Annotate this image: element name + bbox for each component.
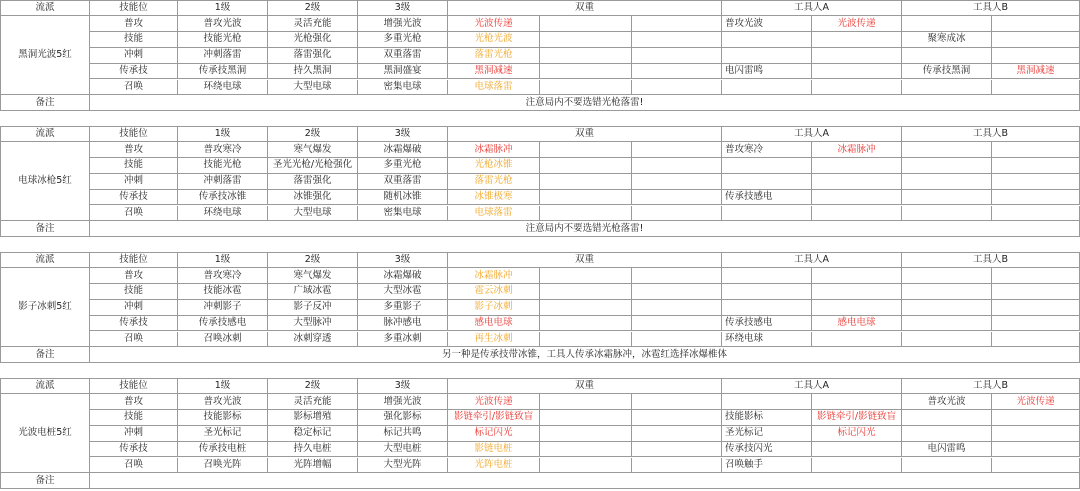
helper-b-dual[interactable] <box>992 142 1080 158</box>
header-level-1[interactable]: 1级 <box>178 126 268 142</box>
level-3-skill[interactable]: 大型冰雹 <box>358 284 448 300</box>
level-2-skill[interactable]: 寒气爆发 <box>268 268 358 284</box>
skill-slot[interactable]: 召唤 <box>90 458 178 474</box>
header-dual[interactable]: 双重 <box>448 252 722 268</box>
header-school[interactable]: 流派 <box>0 0 90 16</box>
helper-a-dual[interactable] <box>812 174 902 190</box>
level-3-skill[interactable]: 大型电桩 <box>358 442 448 458</box>
dual-skill[interactable]: 雹云冰刺 <box>448 284 540 300</box>
helper-a-skill[interactable]: 技能影标 <box>722 410 812 426</box>
skill-slot[interactable]: 冲刺 <box>90 300 178 316</box>
level-1-skill[interactable]: 传承技黑洞 <box>178 64 268 80</box>
level-2-skill[interactable]: 稳定标记 <box>268 426 358 442</box>
level-2-skill[interactable]: 大型电球 <box>268 206 358 222</box>
helper-a-skill[interactable] <box>722 268 812 284</box>
helper-a-skill[interactable]: 传承技感电 <box>722 190 812 206</box>
helper-b-skill[interactable] <box>902 300 992 316</box>
skill-slot[interactable]: 召唤 <box>90 80 178 96</box>
header-skill-slot[interactable]: 技能位 <box>90 252 178 268</box>
header-school[interactable]: 流派 <box>0 378 90 394</box>
helper-b-skill[interactable]: 普攻光波 <box>902 394 992 410</box>
level-2-skill[interactable]: 持久黑洞 <box>268 64 358 80</box>
school-name[interactable]: 黑洞光波5红 <box>0 16 90 96</box>
helper-a-skill[interactable] <box>722 158 812 174</box>
dual-empty[interactable] <box>540 316 632 332</box>
helper-a-skill[interactable]: 召唤触手 <box>722 458 812 474</box>
helper-b-dual[interactable] <box>992 268 1080 284</box>
school-name[interactable]: 电球冰枪5红 <box>0 142 90 222</box>
helper-b-skill[interactable] <box>902 316 992 332</box>
helper-b-dual[interactable] <box>992 410 1080 426</box>
level-1-skill[interactable]: 环绕电球 <box>178 80 268 96</box>
helper-a-skill[interactable]: 普攻光波 <box>722 16 812 32</box>
level-1-skill[interactable]: 召唤冰刺 <box>178 332 268 348</box>
level-3-skill[interactable]: 强化影标 <box>358 410 448 426</box>
helper-a-dual[interactable] <box>812 190 902 206</box>
helper-b-skill[interactable] <box>902 426 992 442</box>
level-2-skill[interactable]: 影标增殖 <box>268 410 358 426</box>
header-level-2[interactable]: 2级 <box>268 252 358 268</box>
header-level-3[interactable]: 3级 <box>358 378 448 394</box>
helper-a-dual[interactable] <box>812 332 902 348</box>
helper-b-skill[interactable] <box>902 80 992 96</box>
level-2-skill[interactable]: 冰刺穿透 <box>268 332 358 348</box>
helper-b-dual[interactable] <box>992 48 1080 64</box>
level-3-skill[interactable]: 双重落雷 <box>358 48 448 64</box>
dual-empty[interactable] <box>540 394 632 410</box>
dual-empty[interactable] <box>632 142 722 158</box>
header-helper-a[interactable]: 工具人A <box>722 378 902 394</box>
level-2-skill[interactable]: 持久电桩 <box>268 442 358 458</box>
helper-a-skill[interactable]: 环绕电球 <box>722 332 812 348</box>
note-label[interactable]: 备注 <box>0 95 90 111</box>
helper-a-dual[interactable] <box>812 48 902 64</box>
dual-empty[interactable] <box>632 300 722 316</box>
note-text[interactable]: 另一种是传承技带冰锥，工具人传承冰霜脉冲，冰雹红选择冰爆椎体 <box>90 347 1080 363</box>
dual-empty[interactable] <box>540 458 632 474</box>
level-2-skill[interactable]: 大型脉冲 <box>268 316 358 332</box>
level-1-skill[interactable]: 冲刺落雷 <box>178 48 268 64</box>
dual-skill[interactable]: 光枪冰锥 <box>448 158 540 174</box>
header-skill-slot[interactable]: 技能位 <box>90 378 178 394</box>
dual-skill[interactable]: 电球落雷 <box>448 80 540 96</box>
dual-skill[interactable]: 光波传递 <box>448 394 540 410</box>
level-1-skill[interactable]: 技能冰雹 <box>178 284 268 300</box>
level-2-skill[interactable]: 圣光光枪/光枪强化 <box>268 158 358 174</box>
header-helper-a[interactable]: 工具人A <box>722 252 902 268</box>
dual-skill[interactable]: 黑洞减速 <box>448 64 540 80</box>
level-3-skill[interactable]: 黑洞盛宴 <box>358 64 448 80</box>
level-2-skill[interactable]: 落雷强化 <box>268 174 358 190</box>
dual-empty[interactable] <box>632 64 722 80</box>
helper-a-skill[interactable]: 传承技闪光 <box>722 442 812 458</box>
skill-slot[interactable]: 技能 <box>90 158 178 174</box>
helper-a-dual[interactable] <box>812 64 902 80</box>
level-2-skill[interactable]: 寒气爆发 <box>268 142 358 158</box>
dual-empty[interactable] <box>632 442 722 458</box>
level-1-skill[interactable]: 传承技感电 <box>178 316 268 332</box>
helper-a-dual[interactable] <box>812 158 902 174</box>
header-helper-b[interactable]: 工具人B <box>902 378 1080 394</box>
level-2-skill[interactable]: 冰锥强化 <box>268 190 358 206</box>
header-level-2[interactable]: 2级 <box>268 0 358 16</box>
skill-slot[interactable]: 召唤 <box>90 206 178 222</box>
helper-a-skill[interactable]: 圣光标记 <box>722 426 812 442</box>
helper-a-dual[interactable]: 冰霜脉冲 <box>812 142 902 158</box>
header-helper-a[interactable]: 工具人A <box>722 0 902 16</box>
skill-slot[interactable]: 冲刺 <box>90 174 178 190</box>
helper-a-skill[interactable] <box>722 206 812 222</box>
helper-b-skill[interactable]: 传承技黑洞 <box>902 64 992 80</box>
helper-a-skill[interactable] <box>722 394 812 410</box>
helper-a-dual[interactable] <box>812 268 902 284</box>
dual-skill[interactable]: 标记闪光 <box>448 426 540 442</box>
header-level-1[interactable]: 1级 <box>178 0 268 16</box>
helper-b-skill[interactable] <box>902 410 992 426</box>
header-level-2[interactable]: 2级 <box>268 126 358 142</box>
dual-empty[interactable] <box>540 300 632 316</box>
level-3-skill[interactable]: 增强光波 <box>358 16 448 32</box>
helper-b-skill[interactable]: 电闪雷鸣 <box>902 442 992 458</box>
dual-empty[interactable] <box>632 458 722 474</box>
helper-b-dual[interactable] <box>992 16 1080 32</box>
dual-empty[interactable] <box>632 268 722 284</box>
level-1-skill[interactable]: 普攻光波 <box>178 16 268 32</box>
header-level-1[interactable]: 1级 <box>178 378 268 394</box>
dual-empty[interactable] <box>632 16 722 32</box>
skill-slot[interactable]: 冲刺 <box>90 426 178 442</box>
dual-empty[interactable] <box>632 48 722 64</box>
skill-slot[interactable]: 普攻 <box>90 142 178 158</box>
dual-empty[interactable] <box>540 174 632 190</box>
header-level-3[interactable]: 3级 <box>358 0 448 16</box>
dual-empty[interactable] <box>632 174 722 190</box>
level-1-skill[interactable]: 环绕电球 <box>178 206 268 222</box>
skill-slot[interactable]: 普攻 <box>90 16 178 32</box>
helper-b-skill[interactable] <box>902 174 992 190</box>
level-1-skill[interactable]: 普攻光波 <box>178 394 268 410</box>
header-skill-slot[interactable]: 技能位 <box>90 0 178 16</box>
header-skill-slot[interactable]: 技能位 <box>90 126 178 142</box>
level-2-skill[interactable]: 光枪强化 <box>268 32 358 48</box>
dual-skill[interactable]: 冰霜脉冲 <box>448 268 540 284</box>
level-3-skill[interactable]: 密集电球 <box>358 80 448 96</box>
helper-a-skill[interactable] <box>722 284 812 300</box>
helper-a-dual[interactable] <box>812 458 902 474</box>
helper-a-skill[interactable] <box>722 48 812 64</box>
helper-a-skill[interactable]: 电闪雷鸣 <box>722 64 812 80</box>
level-3-skill[interactable]: 增强光波 <box>358 394 448 410</box>
header-dual[interactable]: 双重 <box>448 378 722 394</box>
note-label[interactable]: 备注 <box>0 221 90 237</box>
helper-a-skill[interactable]: 普攻寒冷 <box>722 142 812 158</box>
dual-empty[interactable] <box>540 284 632 300</box>
level-2-skill[interactable]: 灵活充能 <box>268 394 358 410</box>
helper-b-skill[interactable] <box>902 48 992 64</box>
skill-slot[interactable]: 传承技 <box>90 316 178 332</box>
helper-b-skill[interactable] <box>902 142 992 158</box>
helper-a-dual[interactable]: 影链牵引/影链致盲 <box>812 410 902 426</box>
dual-empty[interactable] <box>632 206 722 222</box>
header-helper-a[interactable]: 工具人A <box>722 126 902 142</box>
dual-empty[interactable] <box>632 316 722 332</box>
helper-a-dual[interactable] <box>812 206 902 222</box>
level-2-skill[interactable]: 灵活充能 <box>268 16 358 32</box>
helper-b-dual[interactable] <box>992 158 1080 174</box>
level-1-skill[interactable]: 技能影标 <box>178 410 268 426</box>
level-3-skill[interactable]: 冰霜爆破 <box>358 268 448 284</box>
helper-b-skill[interactable] <box>902 190 992 206</box>
dual-empty[interactable] <box>632 426 722 442</box>
dual-empty[interactable] <box>632 410 722 426</box>
dual-skill[interactable]: 电球落雷 <box>448 206 540 222</box>
dual-empty[interactable] <box>540 332 632 348</box>
level-3-skill[interactable]: 多重光枪 <box>358 32 448 48</box>
level-1-skill[interactable]: 冲刺影子 <box>178 300 268 316</box>
helper-b-skill[interactable] <box>902 332 992 348</box>
helper-a-skill[interactable] <box>722 32 812 48</box>
dual-empty[interactable] <box>632 80 722 96</box>
dual-skill[interactable]: 影链牵引/影链致盲 <box>448 410 540 426</box>
header-helper-b[interactable]: 工具人B <box>902 126 1080 142</box>
helper-b-skill[interactable]: 聚寒成冰 <box>902 32 992 48</box>
helper-b-skill[interactable] <box>902 458 992 474</box>
helper-a-dual[interactable]: 感电电球 <box>812 316 902 332</box>
helper-a-dual[interactable] <box>812 442 902 458</box>
skill-slot[interactable]: 普攻 <box>90 268 178 284</box>
helper-a-skill[interactable]: 传承技感电 <box>722 316 812 332</box>
dual-empty[interactable] <box>540 268 632 284</box>
helper-b-dual[interactable] <box>992 426 1080 442</box>
dual-skill[interactable]: 落雷光枪 <box>448 174 540 190</box>
helper-b-dual[interactable] <box>992 80 1080 96</box>
dual-empty[interactable] <box>632 332 722 348</box>
level-3-skill[interactable]: 冰霜爆破 <box>358 142 448 158</box>
skill-slot[interactable]: 普攻 <box>90 394 178 410</box>
note-text[interactable] <box>90 473 1080 489</box>
dual-empty[interactable] <box>540 426 632 442</box>
helper-b-skill[interactable] <box>902 206 992 222</box>
dual-empty[interactable] <box>540 64 632 80</box>
helper-b-skill[interactable] <box>902 158 992 174</box>
helper-b-dual[interactable] <box>992 32 1080 48</box>
dual-empty[interactable] <box>540 48 632 64</box>
helper-b-dual[interactable] <box>992 206 1080 222</box>
helper-a-dual[interactable]: 光波传递 <box>812 16 902 32</box>
dual-skill[interactable]: 影链电桩 <box>448 442 540 458</box>
dual-empty[interactable] <box>540 190 632 206</box>
dual-skill[interactable]: 影子冰刺 <box>448 300 540 316</box>
level-3-skill[interactable]: 标记共鸣 <box>358 426 448 442</box>
helper-b-dual[interactable] <box>992 316 1080 332</box>
level-1-skill[interactable]: 传承技电桩 <box>178 442 268 458</box>
level-1-skill[interactable]: 传承技冰锥 <box>178 190 268 206</box>
note-text[interactable]: 注意局内不要选错光枪落雷! <box>90 95 1080 111</box>
helper-b-skill[interactable] <box>902 284 992 300</box>
note-label[interactable]: 备注 <box>0 473 90 489</box>
helper-b-dual[interactable] <box>992 284 1080 300</box>
note-text[interactable]: 注意局内不要选错光枪落雷! <box>90 221 1080 237</box>
helper-a-skill[interactable] <box>722 174 812 190</box>
skill-slot[interactable]: 召唤 <box>90 332 178 348</box>
level-3-skill[interactable]: 多重光枪 <box>358 158 448 174</box>
helper-b-skill[interactable] <box>902 16 992 32</box>
skill-slot[interactable]: 传承技 <box>90 442 178 458</box>
helper-a-dual[interactable] <box>812 394 902 410</box>
note-label[interactable]: 备注 <box>0 347 90 363</box>
header-level-1[interactable]: 1级 <box>178 252 268 268</box>
helper-b-dual[interactable] <box>992 174 1080 190</box>
school-name[interactable]: 影子冰刺5红 <box>0 268 90 348</box>
dual-skill[interactable]: 光枪光波 <box>448 32 540 48</box>
helper-b-dual[interactable] <box>992 458 1080 474</box>
skill-slot[interactable]: 传承技 <box>90 190 178 206</box>
level-3-skill[interactable]: 脉冲感电 <box>358 316 448 332</box>
dual-empty[interactable] <box>540 80 632 96</box>
helper-a-skill[interactable] <box>722 80 812 96</box>
dual-skill[interactable]: 落雷光枪 <box>448 48 540 64</box>
level-1-skill[interactable]: 冲刺落雷 <box>178 174 268 190</box>
level-3-skill[interactable]: 随机冰锥 <box>358 190 448 206</box>
dual-empty[interactable] <box>540 410 632 426</box>
level-1-skill[interactable]: 圣光标记 <box>178 426 268 442</box>
helper-b-dual[interactable]: 黑洞减速 <box>992 64 1080 80</box>
level-3-skill[interactable]: 多重冰刺 <box>358 332 448 348</box>
level-1-skill[interactable]: 技能光枪 <box>178 32 268 48</box>
dual-skill[interactable]: 冰霜脉冲 <box>448 142 540 158</box>
level-2-skill[interactable]: 光阵增幅 <box>268 458 358 474</box>
skill-slot[interactable]: 传承技 <box>90 64 178 80</box>
level-2-skill[interactable]: 大型电球 <box>268 80 358 96</box>
helper-b-dual[interactable] <box>992 300 1080 316</box>
level-3-skill[interactable]: 双重落雷 <box>358 174 448 190</box>
helper-a-skill[interactable] <box>722 300 812 316</box>
skill-slot[interactable]: 技能 <box>90 32 178 48</box>
dual-empty[interactable] <box>632 190 722 206</box>
level-1-skill[interactable]: 普攻寒冷 <box>178 268 268 284</box>
dual-skill[interactable]: 再生冰刺 <box>448 332 540 348</box>
dual-empty[interactable] <box>540 206 632 222</box>
header-school[interactable]: 流派 <box>0 126 90 142</box>
level-3-skill[interactable]: 大型光阵 <box>358 458 448 474</box>
dual-empty[interactable] <box>632 32 722 48</box>
dual-empty[interactable] <box>632 284 722 300</box>
header-level-3[interactable]: 3级 <box>358 252 448 268</box>
dual-empty[interactable] <box>632 394 722 410</box>
helper-a-dual[interactable] <box>812 32 902 48</box>
dual-skill[interactable]: 光波传递 <box>448 16 540 32</box>
dual-empty[interactable] <box>540 142 632 158</box>
header-dual[interactable]: 双重 <box>448 126 722 142</box>
dual-skill[interactable]: 光阵电桩 <box>448 458 540 474</box>
dual-empty[interactable] <box>540 158 632 174</box>
helper-b-dual[interactable] <box>992 332 1080 348</box>
level-2-skill[interactable]: 落雷强化 <box>268 48 358 64</box>
helper-a-dual[interactable] <box>812 284 902 300</box>
helper-a-dual[interactable] <box>812 300 902 316</box>
helper-b-dual[interactable]: 光波传递 <box>992 394 1080 410</box>
header-level-2[interactable]: 2级 <box>268 378 358 394</box>
level-2-skill[interactable]: 影子反冲 <box>268 300 358 316</box>
dual-empty[interactable] <box>632 158 722 174</box>
dual-empty[interactable] <box>540 16 632 32</box>
skill-slot[interactable]: 技能 <box>90 284 178 300</box>
helper-b-dual[interactable] <box>992 190 1080 206</box>
header-helper-b[interactable]: 工具人B <box>902 252 1080 268</box>
dual-empty[interactable] <box>540 32 632 48</box>
helper-a-dual[interactable]: 标记闪光 <box>812 426 902 442</box>
dual-skill[interactable]: 冰锥极寒 <box>448 190 540 206</box>
header-school[interactable]: 流派 <box>0 252 90 268</box>
level-1-skill[interactable]: 技能光枪 <box>178 158 268 174</box>
level-2-skill[interactable]: 广域冰雹 <box>268 284 358 300</box>
skill-slot[interactable]: 冲刺 <box>90 48 178 64</box>
header-dual[interactable]: 双重 <box>448 0 722 16</box>
dual-skill[interactable]: 感电电球 <box>448 316 540 332</box>
helper-b-dual[interactable] <box>992 442 1080 458</box>
header-level-3[interactable]: 3级 <box>358 126 448 142</box>
level-3-skill[interactable]: 多重影子 <box>358 300 448 316</box>
helper-b-skill[interactable] <box>902 268 992 284</box>
skill-slot[interactable]: 技能 <box>90 410 178 426</box>
school-name[interactable]: 光波电桩5红 <box>0 394 90 474</box>
level-3-skill[interactable]: 密集电球 <box>358 206 448 222</box>
dual-empty[interactable] <box>540 442 632 458</box>
level-1-skill[interactable]: 召唤光阵 <box>178 458 268 474</box>
header-helper-b[interactable]: 工具人B <box>902 0 1080 16</box>
helper-a-dual[interactable] <box>812 80 902 96</box>
level-1-skill[interactable]: 普攻寒冷 <box>178 142 268 158</box>
